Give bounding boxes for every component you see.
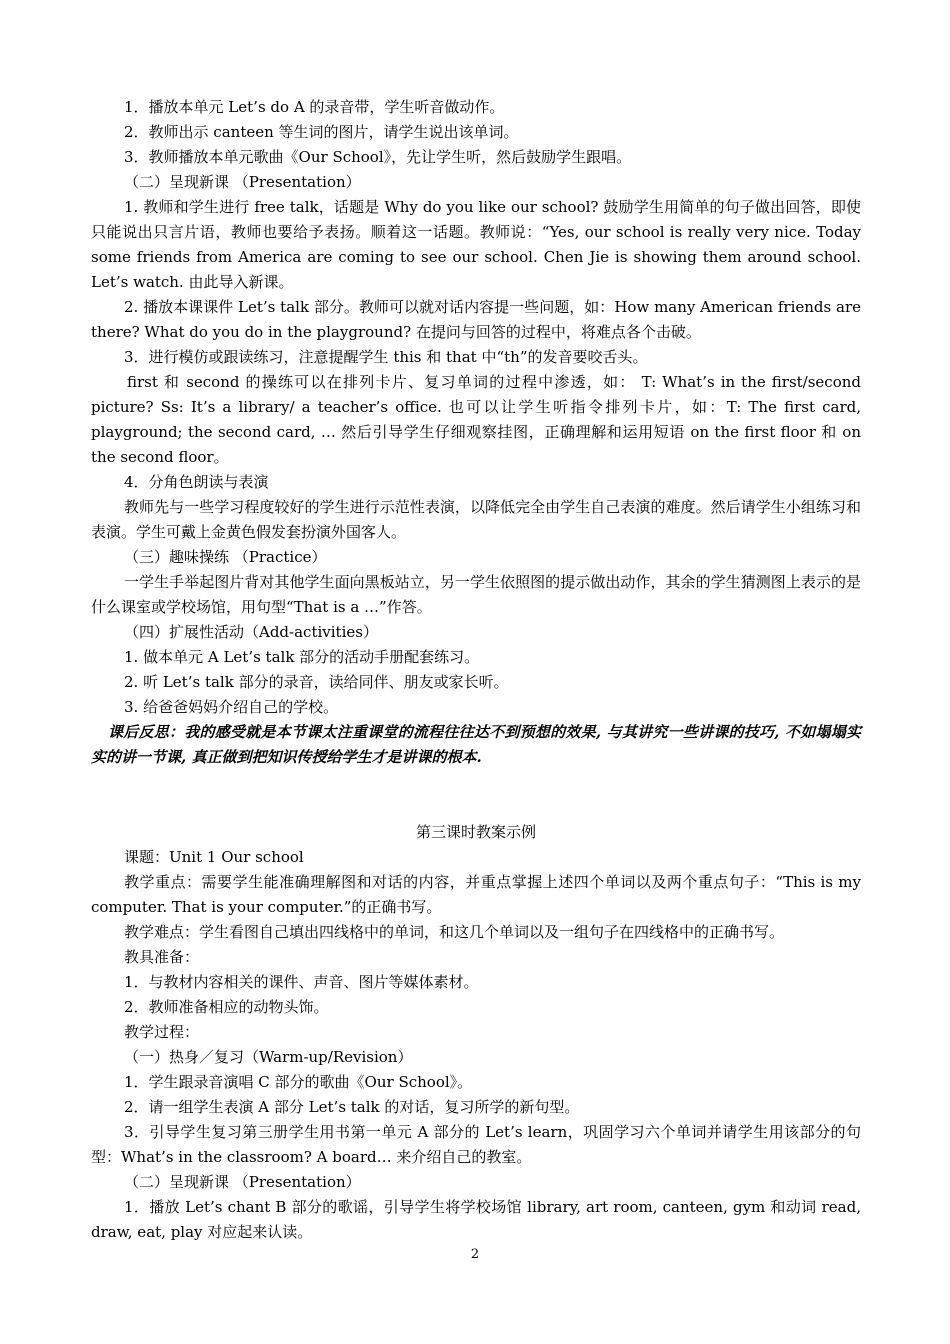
paragraph: 1．学生跟录音演唱 C 部分的歌曲《Our School》。 [124,1073,473,1091]
paragraph: 3. 给爸爸妈妈介绍自己的学校。 [124,698,339,716]
paragraph: 教具准备： [124,948,200,966]
paragraph: 教学过程： [124,1023,200,1041]
paragraph: 1．与教材内容相关的课件、声音、图片等媒体素材。 [124,973,479,991]
paragraph: 教学重点：需要学生能准确理解图和对话的内容，并重点掌握上述四个单词以及两个重点句子：“This is my computer. That is your computer.”的正确书写。 [91,873,861,916]
page-number: 2 [470,1247,480,1262]
paragraph: 3．引导学生复习第三册学生用书第一单元 A 部分的 Let’s learn，巩固学习六个单词并请学生用该部分的句型：What’s in the classroom? A board… 来介绍自己的教室。 [91,1123,861,1166]
paragraph: 教学难点：学生看图自己填出四线格中的单词，和这几个单词以及一组句子在四线格中的正确书写。 [124,923,785,941]
paragraph: 教师先与一些学习程度较好的学生进行示范性表演，以降低完全由学生自己表演的难度。然后请学生小组练习和表演。学生可戴上金黄色假发套扮演外国客人。 [91,498,861,541]
paragraph: 一学生手举起图片背对其他学生面向黑板站立，另一学生依照图的提示做出动作，其余的学生猜测图上表示的是什么课室或学校场馆，用句型“That is a …”作答。 [91,573,861,616]
spacer [91,770,861,820]
section-heading: （四）扩展性活动（Add-activities） [124,623,378,641]
paragraph: 3．教师播放本单元歌曲《Our School》，先让学生听，然后鼓励学生跟唱。 [124,148,632,166]
paragraph: 1．播放本单元 Let’s do A 的录音带，学生听音做动作。 [124,98,505,116]
paragraph: 课题：Unit 1 Our school [124,848,304,866]
page-content [91,95,861,1245]
reflection-paragraph: 课后反思：我的感受就是本节课太注重课堂的流程往往达不到预想的效果, 与其讲究一些讲课的技巧, 不如塌塌实实的讲一节课, 真正做到把知识传授给学生才是讲课的根本. [91,723,861,766]
paragraph: 4．分角色朗读与表演 [124,473,269,491]
paragraph: 2. 听 Let’s talk 部分的录音，读给同伴、朋友或家长听。 [124,673,509,691]
section-heading: （一）热身／复习（Warm-up/Revision） [124,1048,413,1066]
paragraph: 2．教师出示 canteen 等生词的图片，请学生说出该单词。 [124,123,519,141]
paragraph: 1. 做本单元 A Let’s talk 部分的活动手册配套练习。 [124,648,480,666]
paragraph: 2．请一组学生表演 A 部分 Let’s talk 的对话，复习所学的新句型。 [124,1098,580,1116]
paragraph: 2. 播放本课课件 Let’s talk 部分。教师可以就对话内容提一些问题，如：How many American friends are there? What do you do in the playground? 在提问与回答的过程中，将难点各个击破。 [91,298,861,341]
section-heading: （二）呈现新课 （Presentation） [124,1173,361,1191]
section-title: 第三课时教案示例 [415,823,536,841]
paragraph: 1．播放 Let’s chant B 部分的歌谣，引导学生将学校场馆 library, art room, canteen, gym 和动词 read, draw, eat, play 对应起来认读。 [91,1198,861,1241]
section-heading: （二）呈现新课 （Presentation） [124,173,361,191]
paragraph: 3．进行模仿或跟读练习，注意提醒学生 this 和 that 中“th”的发音要咬舌头。 [124,348,648,366]
paragraph: 1. 教师和学生进行 free talk，话题是 Why do you like our school? 鼓励学生用简单的句子做出回答，即使只能说出只言片语，教师也要给予表扬。顺着这一话题。教师说：“Yes, our school is really very nice. Today some friends from America are coming to see our school. Chen Jie is showing them around school. Let’s watch. 由此导入新课。 [91,198,861,291]
paragraph: 2．教师准备相应的动物头饰。 [124,998,329,1016]
paragraph: first 和 second 的操练可以在排列卡片、复习单词的过程中渗透，如： T: What’s in the first/second picture? Ss: It’s a library/ a teacher’s office. 也可以让学生听指令排列卡片，如：T: The first card, playground; the second card, … 然后引导学生仔细观察挂图，正确理解和运用短语 on the first floor 和 on the second floor。 [91,373,861,466]
section-heading: （三）趣味操练 （Practice） [124,548,327,566]
